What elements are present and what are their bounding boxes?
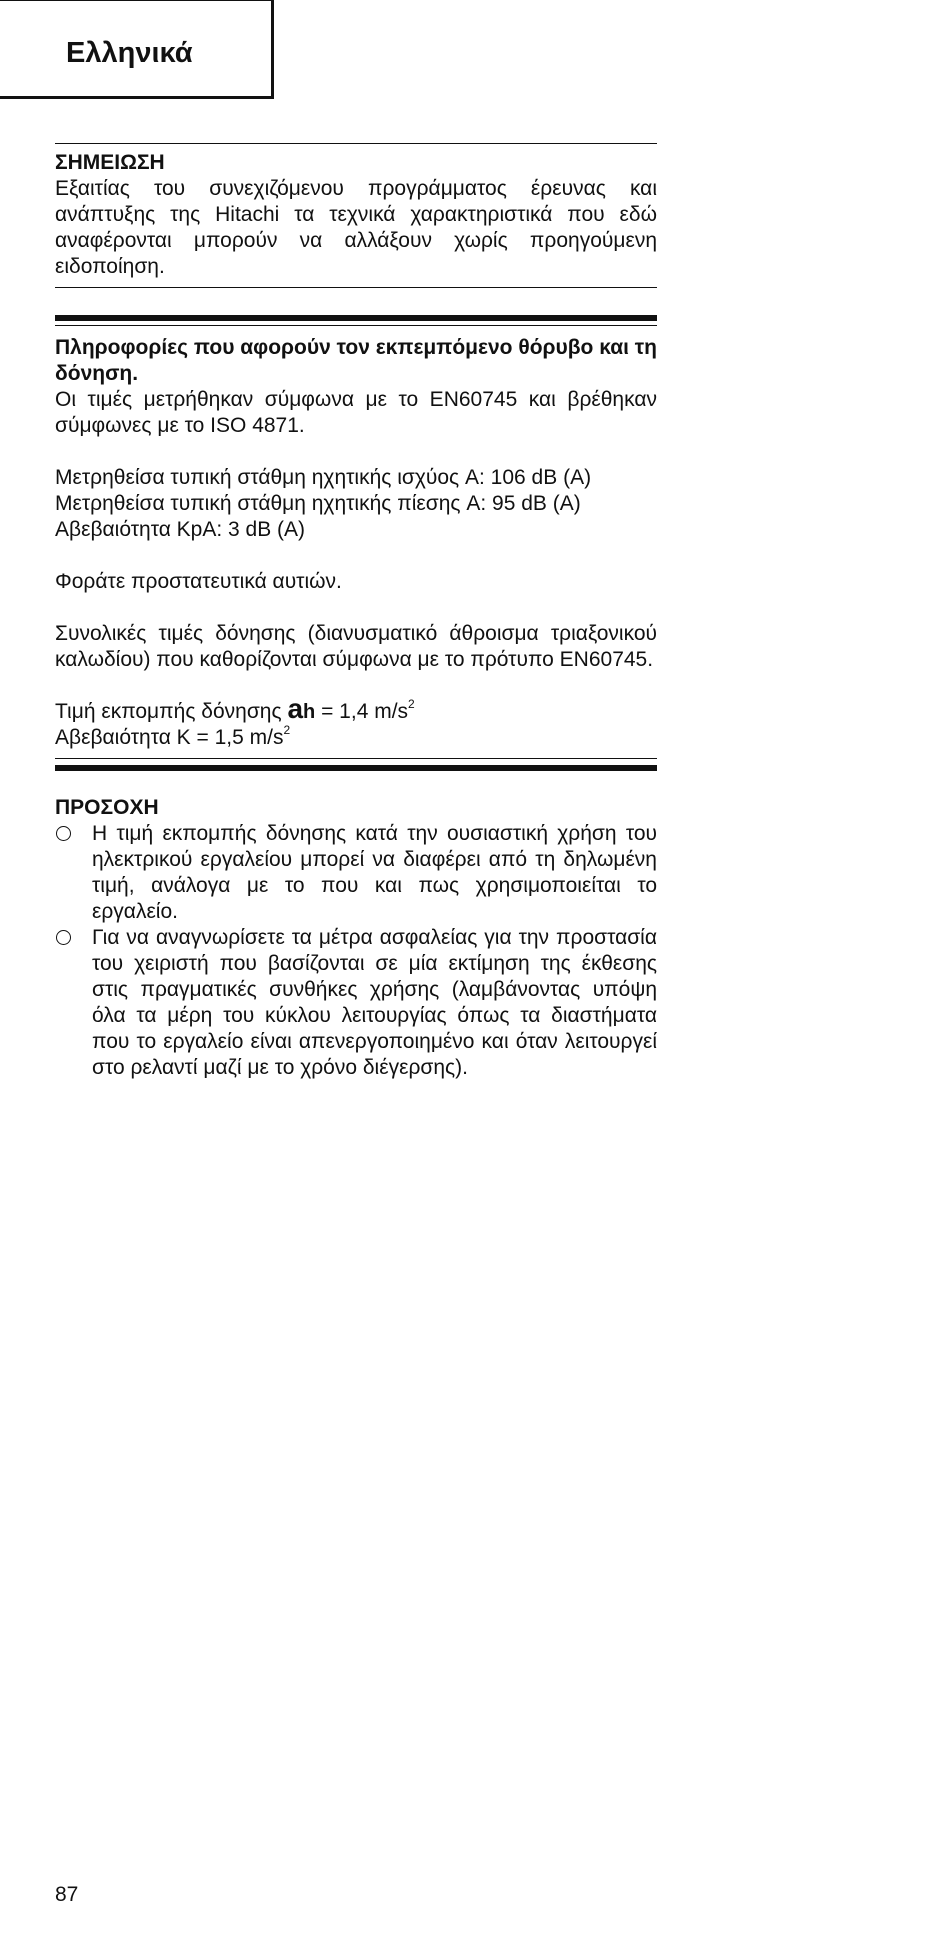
note-title: ΣΗΜΕΙΩΣΗ [55,151,165,174]
noise-title: Πληροφορίες που αφορούν τον εκπεμπόμενο θόρυβο και τη δόνηση. [55,336,658,385]
uncertainty-k-text: Αβεβαιότητα K = 1,5 m/s [55,726,284,749]
vibration-intro: Συνολικές τιμές δόνησης (διανυσματικό άθροισμα τριαξονικού καλωδίου) που καθορίζονται σύμφωνα με το πρότυπο EN60745. [55,622,657,671]
vibration-symbol-sub: h [303,701,316,723]
vibration-symbol: a [287,693,304,724]
caution-title: ΠΡΟΣΟΧΗ [55,796,159,819]
divider-thick [55,315,657,321]
caution-item [55,821,657,925]
uncertainty-k [55,725,657,751]
vibration-unit-exponent: 2 [408,697,415,711]
vibration-label: Τιμή εκπομπής δόνησης [55,700,282,723]
divider [55,758,657,759]
divider [55,325,657,326]
vibration-emission-value [55,693,657,725]
uncertainty-k-exponent: 2 [283,723,291,737]
bullet-circle-icon [56,930,71,945]
caution-item-text: Για να αναγνωρίσετε τα μέτρα ασφαλείας για την προστασία του χειριστή που βασίζονται σε μία εκτίμηση της έκθεσης στις πραγματικές συνθήκες χρήσης (λαμβάνοντας υπόψη όλα τα μέρη του κύκλου λειτουργίας όπως τα διαστήματα που το εργαλείο είναι απενεργοποιημένο και όταν λειτουργεί στο ρελαντί μαζί με το χρόνο διέγερσης). [92,926,657,1079]
noise-intro: Οι τιμές μετρήθηκαν σύμφωνα με το EN60745 και βρέθηκαν σύμφωνες με το ISO 4871. [55,388,657,437]
caution-item-text: Η τιμή εκπομπής δόνησης κατά την ουσιαστική χρήση του ηλεκτρικού εργαλείου μπορεί να διαφέρει από τη δηλωμένη τιμή, ανάλογα με το που και πως χρησιμοποιείται το εργαλείο. [92,822,657,923]
page-content [55,143,657,1081]
sound-pressure-level: Μετρηθείσα τυπική στάθμη ηχητικής πίεσης A: 95 dB (A) [55,492,581,515]
caution-section [55,795,657,1081]
page-number: 87 [55,1883,79,1906]
noise-section [55,335,657,751]
caution-item [55,925,657,1081]
language-label: Ελληνικά [66,37,193,69]
uncertainty-kpa: Αβεβαιότητα KpA: 3 dB (A) [55,518,306,541]
vibration-value: = 1,4 m/s [321,700,409,723]
bullet-circle-icon [56,826,71,841]
sound-power-level: Μετρηθείσα τυπική στάθμη ηχητικής ισχύος A: 106 dB (A) [55,466,592,489]
divider-thick [55,765,657,771]
ear-protection-note: Φοράτε προστατευτικά αυτιών. [55,570,342,593]
note-text: Εξαιτίας του συνεχιζόμενου προγράμματος έρευνας και ανάπτυξης της Hitachi τα τεχνικά χαρακτηριστικά που εδώ αναφέρονται μπορούν να αλλάξουν χωρίς προηγούμενη ειδοποίηση. [55,177,657,278]
divider [55,143,657,144]
divider [55,287,657,288]
note-section [55,150,657,280]
